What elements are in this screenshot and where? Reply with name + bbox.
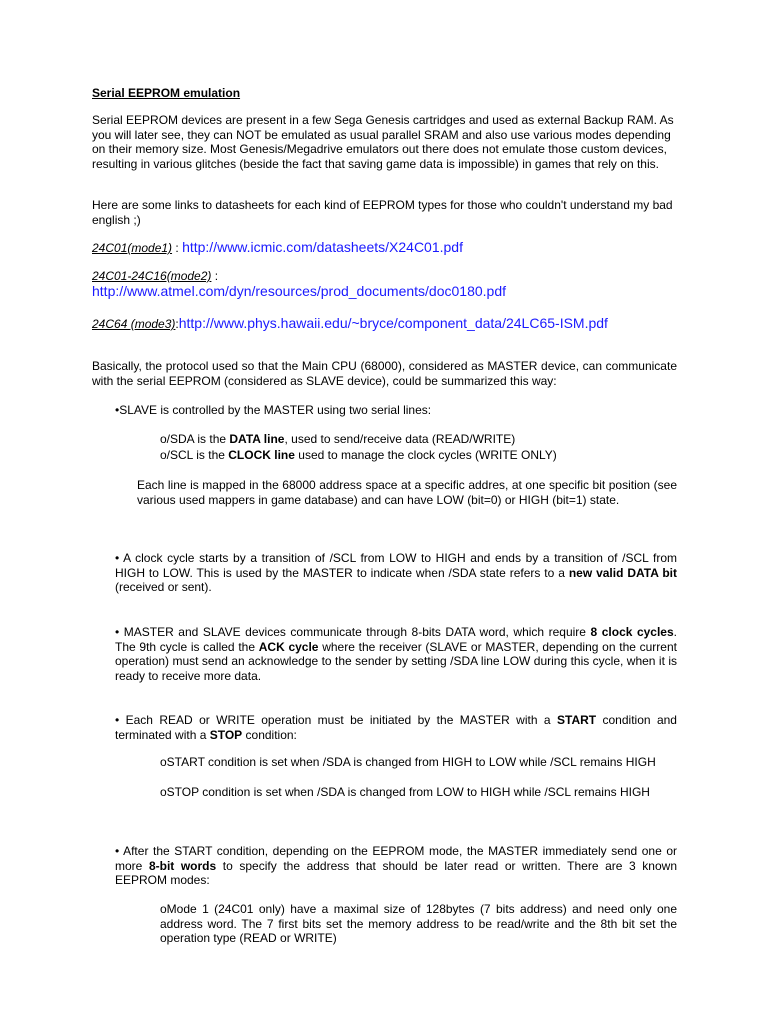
datasheet-link-3	[92, 316, 677, 332]
link-separator: :	[211, 269, 219, 283]
clock-post: (received or sent).	[115, 580, 212, 594]
link-label: 24C01(mode1)	[92, 241, 173, 255]
scl-bold: CLOCK line	[228, 448, 295, 462]
datasheet-link-1	[92, 240, 677, 256]
datasheet-link-2-label	[92, 269, 677, 284]
line-mapping-note: Each line is mapped in the 68000 address space at a specific addres, at one specific bit position (see various used mappers in game database) and can have LOW (bit=0) or HIGH (bit=1) state.	[137, 478, 677, 507]
link-separator: :	[175, 317, 179, 331]
bullet-clock-cycle	[115, 551, 677, 595]
link-label: 24C64 (mode3)	[92, 317, 176, 331]
stop-condition-item: oSTOP condition is set when /SDA is changed from LOW to HIGH while /SCL remains HIGH	[160, 785, 650, 799]
bullet-serial-lines: • SLAVE is controlled by the MASTER using two serial lines:	[115, 403, 677, 418]
bullet-data-word	[115, 625, 677, 683]
sda-bold: DATA line	[229, 432, 285, 446]
startstop-post: condition:	[242, 727, 297, 742]
clock-pre: A clock cycle starts by a transition of /SCL from LOW to HIGH and ends by a transition of /SCL from HIGH to LOW. This is used by the MASTER to indicate when /SDA state refers to a	[115, 551, 678, 580]
link-separator: :	[172, 241, 183, 255]
startstop-mid: condition and terminated with a	[115, 713, 677, 742]
datasheet-url-link[interactable]: http://www.atmel.com/dyn/resources/prod_documents/doc0180.pdf	[92, 283, 506, 299]
datasheet-link-2	[92, 284, 677, 300]
word-mid: . The 9th cycle is called the	[115, 625, 677, 654]
startstop-pre: Each READ or WRITE operation must be initiated by the MASTER with a	[125, 713, 557, 727]
startstop-bold-1: START	[557, 713, 597, 727]
word-post: where the receiver (SLAVE or MASTER, depending on the current operation) must send an acknowledge to the sender by setting /SDA line LOW during this cycle, when it is ready to receive more data.	[115, 639, 677, 683]
word-pre: MASTER and SLAVE devices communicate through 8-bits DATA word, which require	[123, 625, 591, 639]
datasheet-url-link[interactable]: http://www.icmic.com/datasheets/X24C01.pdf	[182, 239, 463, 255]
sda-pre: o/SDA is the	[160, 432, 230, 446]
bullet-start-stop	[115, 713, 677, 742]
scl-post: used to manage the clock cycles (WRITE ONLY)	[294, 448, 557, 462]
doc-title: Serial EEPROM emulation	[92, 86, 241, 100]
modes-bold: 8-bit words	[148, 858, 217, 873]
startstop-bold-2: STOP	[209, 727, 243, 742]
sda-post: , used to send/receive data (READ/WRITE)	[284, 432, 516, 446]
sda-line-item	[160, 432, 677, 447]
intro-paragraph: Serial EEPROM devices are present in a few Sega Genesis cartridges and used as external Backup RAM. As you will later see, they can NOT be emulated as usual parallel SRAM and also use various modes depending on their memory size. Most Genesis/Megadrive emulators out there does not emulate those custom devices, resulting in various glitches (beside the fact that saving game data is impossible) in games that rely on this.	[92, 113, 674, 171]
modes-pre: After the START condition, depending on the EEPROM mode, the MASTER immediately send one or more	[115, 844, 677, 873]
start-condition-item: oSTART condition is set when /SDA is changed from HIGH to LOW while /SCL remains HIGH	[160, 755, 656, 769]
datasheet-url-link[interactable]: http://www.phys.hawaii.edu/~bryce/component_data/24LC65-ISM.pdf	[178, 315, 608, 331]
protocol-intro-paragraph: Basically, the protocol used so that the Main CPU (68000), considered as MASTER device, can communicate with the serial EEPROM (considered as SLAVE device), could be summarized this way:	[92, 359, 677, 388]
scl-line-item	[160, 448, 677, 463]
modes-post: to specify the address that should be later read or written. There are 3 known EEPROM modes:	[115, 858, 677, 887]
clock-bold: new valid DATA bit	[568, 565, 677, 580]
links-intro-paragraph: Here are some links to datasheets for each kind of EEPROM types for those who couldn't understand my bad english ;)	[92, 198, 673, 227]
link-label: 24C01-24C16(mode2)	[92, 269, 212, 283]
word-bold-1: 8 clock cycles	[590, 625, 674, 639]
mode1-item: oMode 1 (24C01 only) have a maximal size of 128bytes (7 bits address) and need only one address word. The 7 first bits set the memory address to be read/write and the 8th bit set the operation type (READ or WRITE)	[160, 902, 677, 945]
scl-pre: o/SCL is the	[160, 448, 229, 462]
word-bold-2: ACK cycle	[258, 639, 319, 654]
bullet-eeprom-modes	[115, 844, 677, 888]
